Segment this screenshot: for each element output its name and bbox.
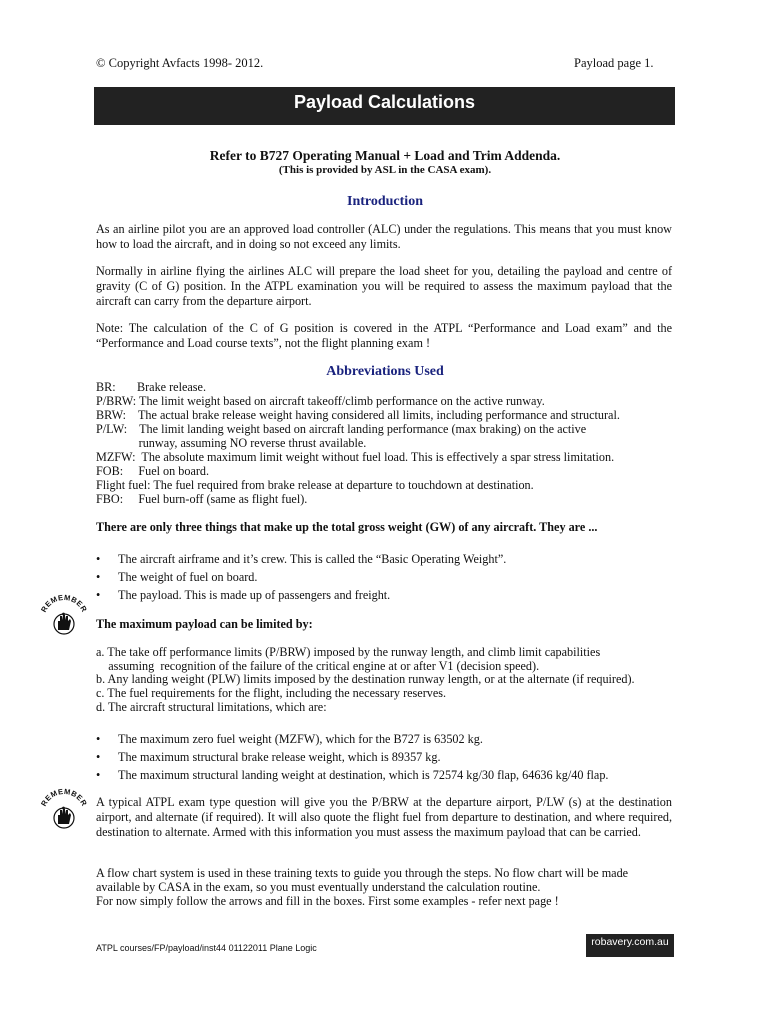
abbreviations-heading: Abbreviations Used <box>326 364 444 379</box>
limit-line: d. The aircraft structural limitations, which are: <box>96 700 327 714</box>
remember-hand-icon <box>36 782 92 838</box>
limit-line: assuming recognition of the failure of the critical engine at or after V1 (decision speed). <box>96 659 540 673</box>
bullet: • <box>96 750 101 764</box>
introduction-heading: Introduction <box>347 194 423 209</box>
abbr-line: MZFW: The absolute maximum limit weight without fuel load. This is effectively a spar stress limitation. <box>96 450 615 464</box>
bullet: • <box>96 570 101 584</box>
provided-note: (This is provided by ASL in the CASA exam). <box>278 164 492 176</box>
exam-question-paragraph: A typical ATPL exam type question will give you the P/BRW at the departure airport, P/LW (s) at the destination airport, and alternate (if required). It will also quote the flight fuel from departure to destination, and where required, destination to alternate. Armed with this information you must assess the maximum payload that can be carried. <box>96 795 672 839</box>
list-item <box>96 750 441 765</box>
stamp-text: REMEMBER <box>39 786 89 808</box>
list-item-text: The weight of fuel on board. <box>118 570 258 584</box>
abbr-line: BR: Brake release. <box>96 380 206 394</box>
bullet: • <box>96 552 101 566</box>
abbr-line: runway, assuming NO reverse thrust available. <box>96 436 367 450</box>
abbr-line: Flight fuel: The fuel required from brake release at departure to touchdown at destination. <box>96 478 534 492</box>
list-item-text: The maximum structural landing weight at destination, which is 72574 kg/30 flap, 64636 kg/40 flap. <box>118 768 609 782</box>
copyright-text: © Copyright Avfacts 1998- 2012. <box>96 56 264 70</box>
list-item <box>96 588 390 603</box>
list-item-text: The maximum zero fuel weight (MZFW), which for the B727 is 63502 kg. <box>118 732 483 746</box>
bullet: • <box>96 768 101 782</box>
footer-path: ATPL courses/FP/payload/inst44 01122011 Plane Logic <box>96 943 317 953</box>
flow-chart-line: A flow chart system is used in these training texts to guide you through the steps. No flow chart will be made <box>96 866 629 880</box>
bullet: • <box>96 732 101 746</box>
intro-paragraph-1: As an airline pilot you are an approved load controller (ALC) under the regulations. This means that you must know how to load the aircraft, and in doing so not exceed any limits. <box>96 222 672 251</box>
abbr-line: P/BRW: The limit weight based on aircraft takeoff/climb performance on the active runway. <box>96 394 545 408</box>
limit-line: c. The fuel requirements for the flight, including the necessary reserves. <box>96 686 447 700</box>
stamp-text: REMEMBER <box>39 592 89 614</box>
list-item <box>96 552 506 567</box>
svg-text:REMEMBER <box>39 593 89 614</box>
flow-chart-line: available by CASA in the exam, so you must eventually understand the calculation routine. <box>96 880 541 894</box>
bullet: • <box>96 588 101 602</box>
abbr-line: BRW: The actual brake release weight having considered all limits, including performance and structural. <box>96 408 620 422</box>
abbr-line: FOB: Fuel on board. <box>96 464 210 478</box>
abbr-line: P/LW: The limit landing weight based on aircraft landing performance (max braking) on the active <box>96 422 587 436</box>
intro-paragraph-2: Normally in airline flying the airlines ALC will prepare the load sheet for you, detailing the payload and centre of gravity (C of G) position. In the ATPL examination you will be required to assess the maximum payload that the aircraft can carry from the departure airport. <box>96 264 672 308</box>
payload-limited-heading: The maximum payload can be limited by: <box>96 617 313 631</box>
footer-site-badge: robavery.com.au <box>586 934 674 957</box>
limit-line: a. The take off performance limits (P/BRW) imposed by the runway length, and climb limit capabilities <box>96 645 601 659</box>
list-item-text: The aircraft airframe and it’s crew. This is called the “Basic Operating Weight”. <box>118 552 507 566</box>
remember-hand-icon <box>36 588 92 644</box>
gross-weight-intro: There are only three things that make up the total gross weight (GW) of any aircraft. They are ... <box>96 520 598 534</box>
list-item <box>96 732 483 747</box>
svg-text:REMEMBER <box>39 787 89 808</box>
page-title: Payload Calculations <box>94 87 675 125</box>
page-number: Payload page 1. <box>574 56 654 70</box>
abbr-line: FBO: Fuel burn-off (same as flight fuel). <box>96 492 308 506</box>
reference-note: Refer to B727 Operating Manual + Load and Trim Addenda. <box>209 148 561 163</box>
list-item-text: The maximum structural brake release weight, which is 89357 kg. <box>118 750 441 764</box>
flow-chart-line: For now simply follow the arrows and fill in the boxes. First some examples - refer next page ! <box>96 894 559 908</box>
limit-line: b. Any landing weight (PLW) limits imposed by the destination runway length, or at the alternate (if required). <box>96 672 635 686</box>
list-item <box>96 570 257 585</box>
list-item-text: The payload. This is made up of passengers and freight. <box>118 588 391 602</box>
intro-paragraph-3: Note: The calculation of the C of G position is covered in the ATPL “Performance and Load exam” and the “Performance and Load course texts”, not the flight planning exam ! <box>96 321 672 350</box>
list-item <box>96 768 608 783</box>
